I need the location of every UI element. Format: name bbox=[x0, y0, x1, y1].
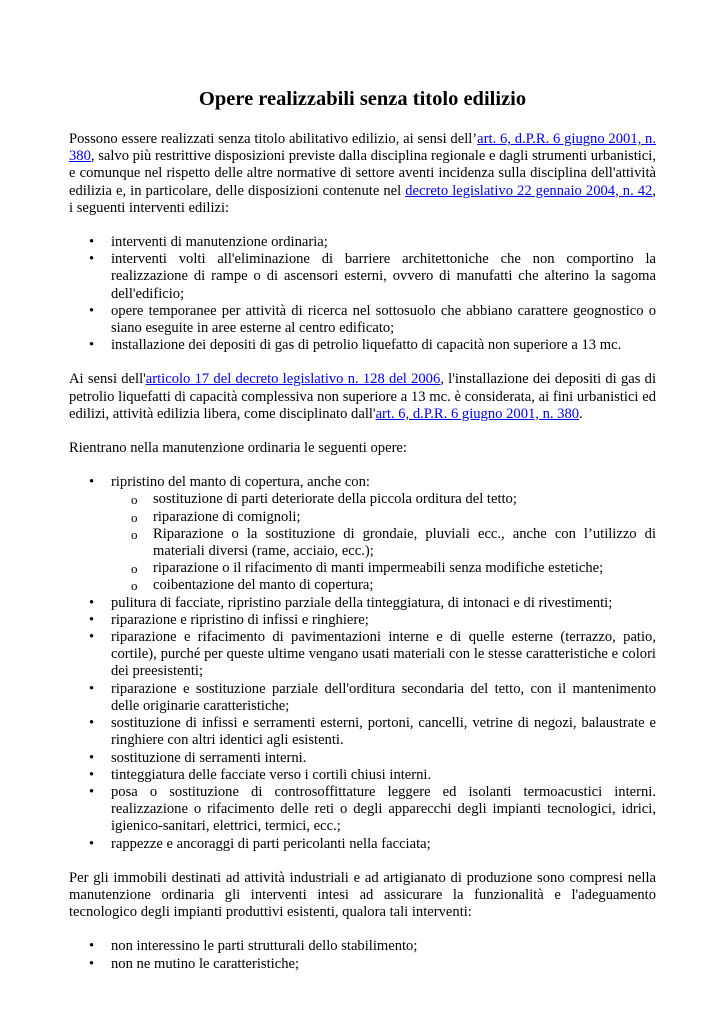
link-art17-dlgs-128-2006[interactable]: articolo 17 del decreto legislativo n. 128 del 2006 bbox=[145, 371, 441, 388]
page-title: Opere realizzabili senza titolo edilizio bbox=[198, 88, 527, 110]
list-item bbox=[111, 474, 656, 594]
sub-list-item: o riparazione o il rifacimento di manti impermeabili senza modifiche estetiche; bbox=[153, 560, 656, 577]
list-item: • interventi di manutenzione ordinaria; bbox=[111, 234, 656, 251]
list-item: • interventi volti all'eliminazione di barriere architettoniche che non comportino la realizzazione di rampe o di ascensori esterni, ovvero di manufatti che alterino la sagoma dell'edificio; bbox=[111, 251, 656, 303]
para2-text-3: . bbox=[579, 405, 583, 422]
list-item: • installazione dei depositi di gas di petrolio liquefatto di capacità non superiore a 13 mc. bbox=[111, 337, 656, 354]
list-item: • sostituzione di infissi e serramenti esterni, portoni, cancelli, vetrine di negozi, balaustrate e ringhiere con altri identici agli esistenti. bbox=[111, 715, 656, 749]
roof-sublist bbox=[111, 491, 656, 594]
list-item-text: ripristino del manto di copertura, anche con: bbox=[111, 474, 370, 491]
para2-text-2: , l'installazione dei depositi di gas di petrolio liquefatti di capacità complessiva non superiore a 13 mc. è considerata, ai fini urbanistici ed edilizi, attività edilizia libera, come disciplinato dall' bbox=[69, 371, 656, 422]
list-item: • posa o sostituzione di controsoffittature leggere ed isolanti termoacustici interni. realizzazione o rifacimento delle reti o degli apparecchi degli impianti tecnologici, idrici, igienico-sanitari, elettrici, termici, ecc.; bbox=[111, 784, 656, 836]
list-item: • opere temporanee per attività di ricerca nel sottosuolo che abbiano carattere geognostico o siano eseguite in aree esterne al centro edificato; bbox=[111, 303, 656, 337]
gas-deposit-paragraph bbox=[69, 371, 656, 423]
para2-text-1: Ai sensi dell' bbox=[69, 371, 146, 388]
link-dlgs-42-2004[interactable]: decreto legislativo 22 gennaio 2004, n. 42 bbox=[405, 182, 653, 199]
list-item: • non ne mutino le caratteristiche; bbox=[111, 956, 656, 973]
sub-list-item: o sostituzione di parti deteriorate della piccola orditura del tetto; bbox=[153, 491, 656, 508]
industrial-conditions-list bbox=[69, 938, 656, 972]
link-art6-dpr380[interactable]: art. 6, d.P.R. 6 giugno 2001, n. 380 bbox=[69, 131, 656, 165]
intro-text-1: Possono essere realizzati senza titolo abilitativo edilizio, ai sensi dell’ bbox=[69, 131, 478, 147]
sub-list-item: o Riparazione o la sostituzione di grondaie, pluviali ecc., anche con l’utilizzo di materiali diversi (rame, acciaio, ecc.); bbox=[153, 526, 656, 560]
list-item: • tinteggiatura delle facciate verso i cortili chiusi interni. bbox=[111, 767, 656, 784]
list-item: • riparazione e rifacimento di pavimentazioni interne e di quelle esterne (terrazzo, patio, cortile), purché per queste ultime vengano usati materiali con le stesse caratteristiche e colori dei preesistenti; bbox=[111, 629, 656, 681]
sub-list-item: o riparazione di comignoli; bbox=[153, 509, 656, 526]
industrial-paragraph: Per gli immobili destinati ad attività industriali e ad artigianato di produzione sono compresi nella manutenzione ordinaria gli interventi intesi ad assicurare la funzionalità e l'adeguamento tecnologico degli impianti produttivi esistenti, qualora tali interventi: bbox=[69, 869, 656, 921]
maintenance-intro: Rientrano nella manutenzione ordinaria le seguenti opere: bbox=[69, 440, 407, 457]
list-item: • non interessino le parti strutturali dello stabilimento; bbox=[111, 938, 656, 955]
intro-text-2: , salvo più restrittive disposizioni previste dalla disciplina regionale e dagli strumenti urbanistici, e comunque nel rispetto delle altre normative di settore aventi incidenza sulla disciplina dell'attività edilizia e, in particolare, delle disposizioni contenute nel bbox=[69, 148, 656, 199]
list-item: • riparazione e ripristino di infissi e ringhiere; bbox=[111, 612, 656, 629]
list-item: • rappezze e ancoraggi di parti pericolanti nella facciata; bbox=[111, 836, 656, 853]
list-item: • riparazione e sostituzione parziale dell'orditura secondaria del tetto, con il mantenimento delle originarie caratteristiche; bbox=[111, 681, 656, 715]
maintenance-list bbox=[69, 474, 656, 852]
interventions-list bbox=[69, 234, 656, 354]
intro-text-3: , i seguenti interventi edilizi: bbox=[69, 182, 656, 216]
list-item: • sostituzione di serramenti interni. bbox=[111, 750, 656, 767]
sub-list-item: o coibentazione del manto di copertura; bbox=[153, 577, 656, 594]
link-art6-dpr380[interactable]: art. 6, d.P.R. 6 giugno 2001, n. 380 bbox=[375, 405, 580, 422]
intro-paragraph bbox=[69, 131, 656, 217]
list-item: • pulitura di facciate, ripristino parziale della tinteggiatura, di intonaci e di rivestimenti; bbox=[111, 595, 656, 612]
